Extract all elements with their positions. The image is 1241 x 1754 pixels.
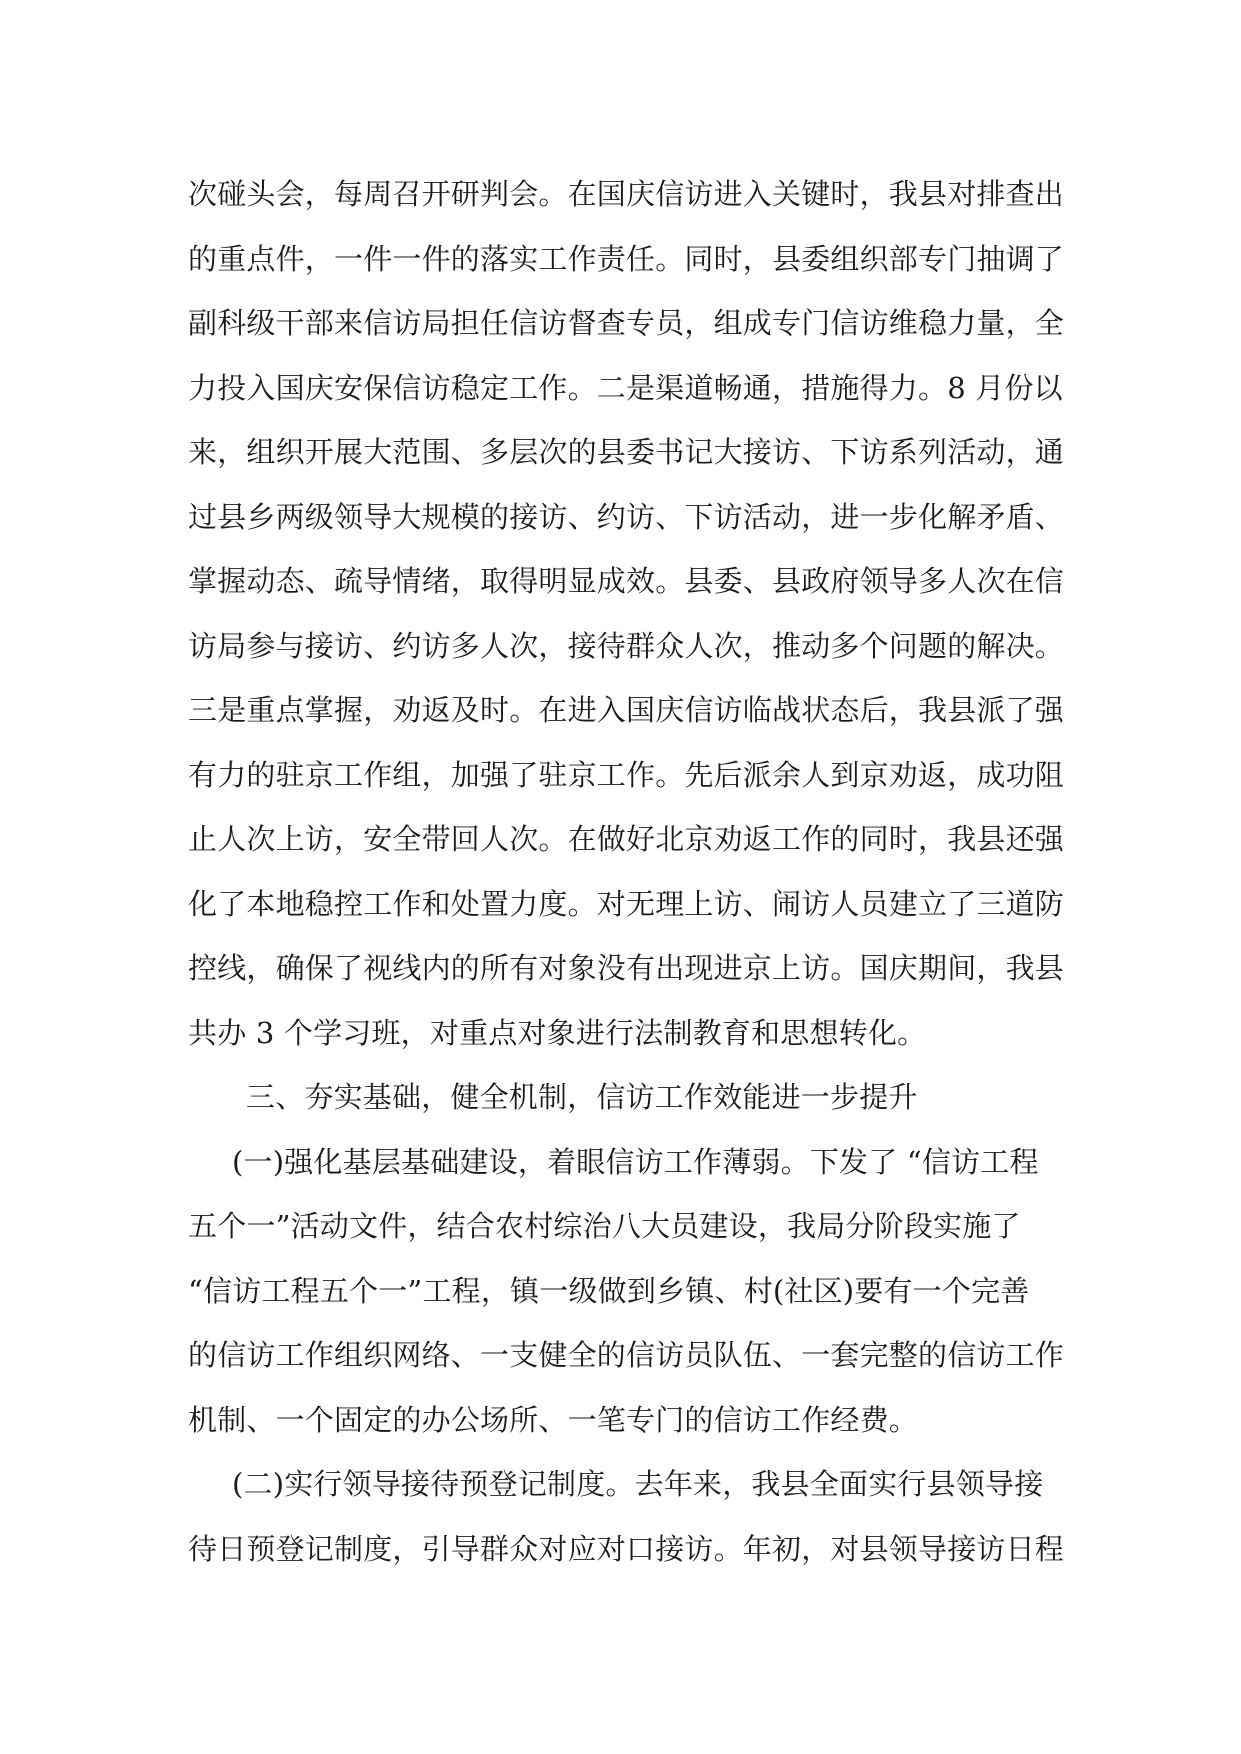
text-line: 化了本地稳控工作和处置力度。对无理上访、闹访人员建立了三道防 — [188, 886, 1065, 921]
text-line: 三是重点掌握，劝返及时。在进入国庆信访临战状态后，我县派了强 — [188, 693, 1065, 727]
text-line: 有力的驻京工作组，加强了驻京工作。先后派余人到京劝返，成功阻 — [188, 757, 1065, 792]
text-line: 控线，确保了视线内的所有对象没有出现进京上访。国庆期间，我县 — [188, 951, 1065, 985]
text-line: 掌握动态、疏导情绪，取得明显成效。县委、县政府领导多人次在信 — [188, 564, 1065, 598]
subsection-heading: (二)实行领导接待预登记制度。去年来，我县全面实行县领导接 — [232, 1467, 1044, 1501]
text-line: 的信访工作组织网络、一支健全的信访员队伍、一套完整的信访工作 — [188, 1338, 1065, 1372]
text-line: 次碰头会，每周召开研判会。在国庆信访进入关键时，我县对排查出 — [188, 177, 1065, 211]
text-line: 副科级干部来信访局担任信访督查专员，组成专门信访维稳力量，全 — [188, 306, 1065, 340]
section-heading: 三、夯实基础，健全机制，信访工作效能进一步提升 — [246, 1080, 918, 1114]
text-line: 过县乡两级领导大规模的接访、约访、下访活动，进一步化解矛盾、 — [188, 499, 1065, 534]
text-line: 机制、一个固定的办公场所、一笔专门的信访工作经费。 — [188, 1402, 919, 1437]
subsection-heading: (一)强化基层基础建设，着眼信访工作薄弱。下发了 “信访工程 — [232, 1144, 1039, 1179]
text-line: “信访工程五个一”工程，镇一级做到乡镇、村(社区)要有一个完善 — [188, 1273, 1030, 1308]
text-line: 访局参与接访、约访多人次，接待群众人次，推动多个问题的解决。 — [188, 628, 1065, 663]
text-line: 的重点件，一件一件的落实工作责任。同时，县委组织部专门抽调了 — [188, 241, 1065, 276]
text-line: 力投入国庆安保信访稳定工作。二是渠道畅通，措施得力。8 月份以 — [188, 370, 1063, 405]
text-line: 止人次上访，安全带回人次。在做好北京劝返工作的同时，我县还强 — [188, 822, 1065, 856]
text-line: 来，组织开展大范围、多层次的县委书记大接访、下访系列活动，通 — [188, 435, 1065, 469]
document-body — [188, 162, 1068, 1581]
text-line: 待日预登记制度，引导群众对应对口接访。年初，对县领导接访日程 — [188, 1531, 1065, 1566]
text-line: 五个一”活动文件，结合农村综治八大员建设，我局分阶段实施了 — [188, 1209, 1021, 1243]
text-line: 共办 3 个学习班，对重点对象进行法制教育和思想转化。 — [188, 1015, 927, 1050]
